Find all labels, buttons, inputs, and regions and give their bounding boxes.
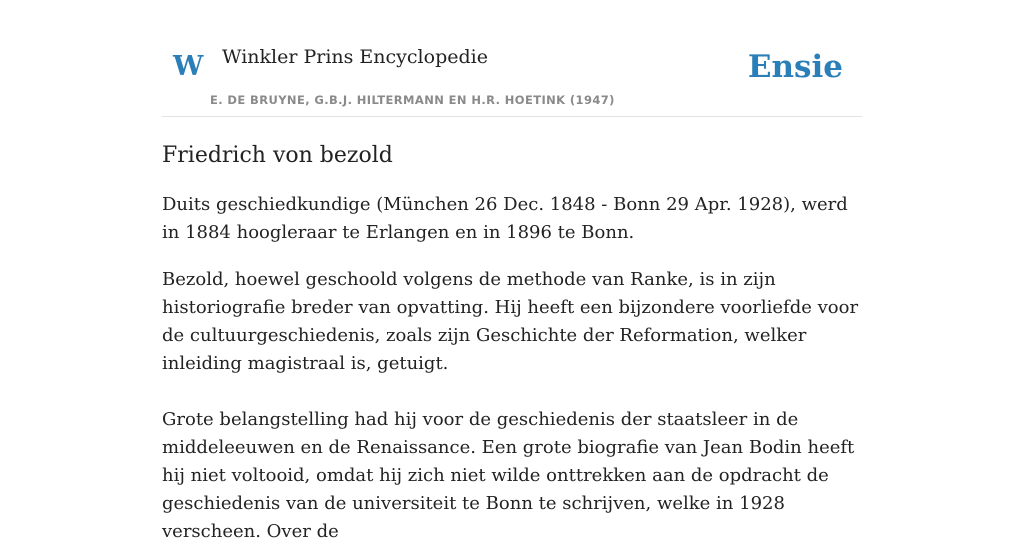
publication-logo[interactable]: W xyxy=(173,51,204,82)
article-paragraph: Duits geschiedkundige (München 26 Dec. 1848 - Bonn 29 Apr. 1928), werd in 1884 hoogleraar te Erlangen en in 1896 te Bonn. xyxy=(162,194,848,244)
site-brand-logo[interactable]: Ensie xyxy=(747,49,843,85)
publication-authors: E. DE BRUYNE, G.B.J. HILTERMANN EN H.R. HOETINK (1947) xyxy=(210,93,615,107)
article-paragraph: Grote belangstelling had hij voor de geschiedenis der staatsleer in de middeleeuwen en de Renaissance. Een grote biografie van Jean Bodin heeft hij niet voltooid, omdat hij zich niet wilde onttrekken aan de opdracht de geschiedenis van de universiteit te Bonn te schrijven, welke in 1928 verscheen. Over de xyxy=(162,409,855,543)
page-container xyxy=(162,0,862,546)
page-header xyxy=(162,0,862,117)
article-title: Friedrich von bezold xyxy=(162,143,393,168)
article-paragraph: Bezold, hoewel geschoold volgens de methode van Ranke, is in zijn historiografie breder van opvatting. Hij heeft een bijzondere voorliefde voor de cultuurgeschiedenis, zoals zijn Geschichte der Reformation, welker inleiding magistraal is, getuigt. xyxy=(162,269,859,375)
publication-title[interactable]: Winkler Prins Encyclopedie xyxy=(222,46,488,68)
